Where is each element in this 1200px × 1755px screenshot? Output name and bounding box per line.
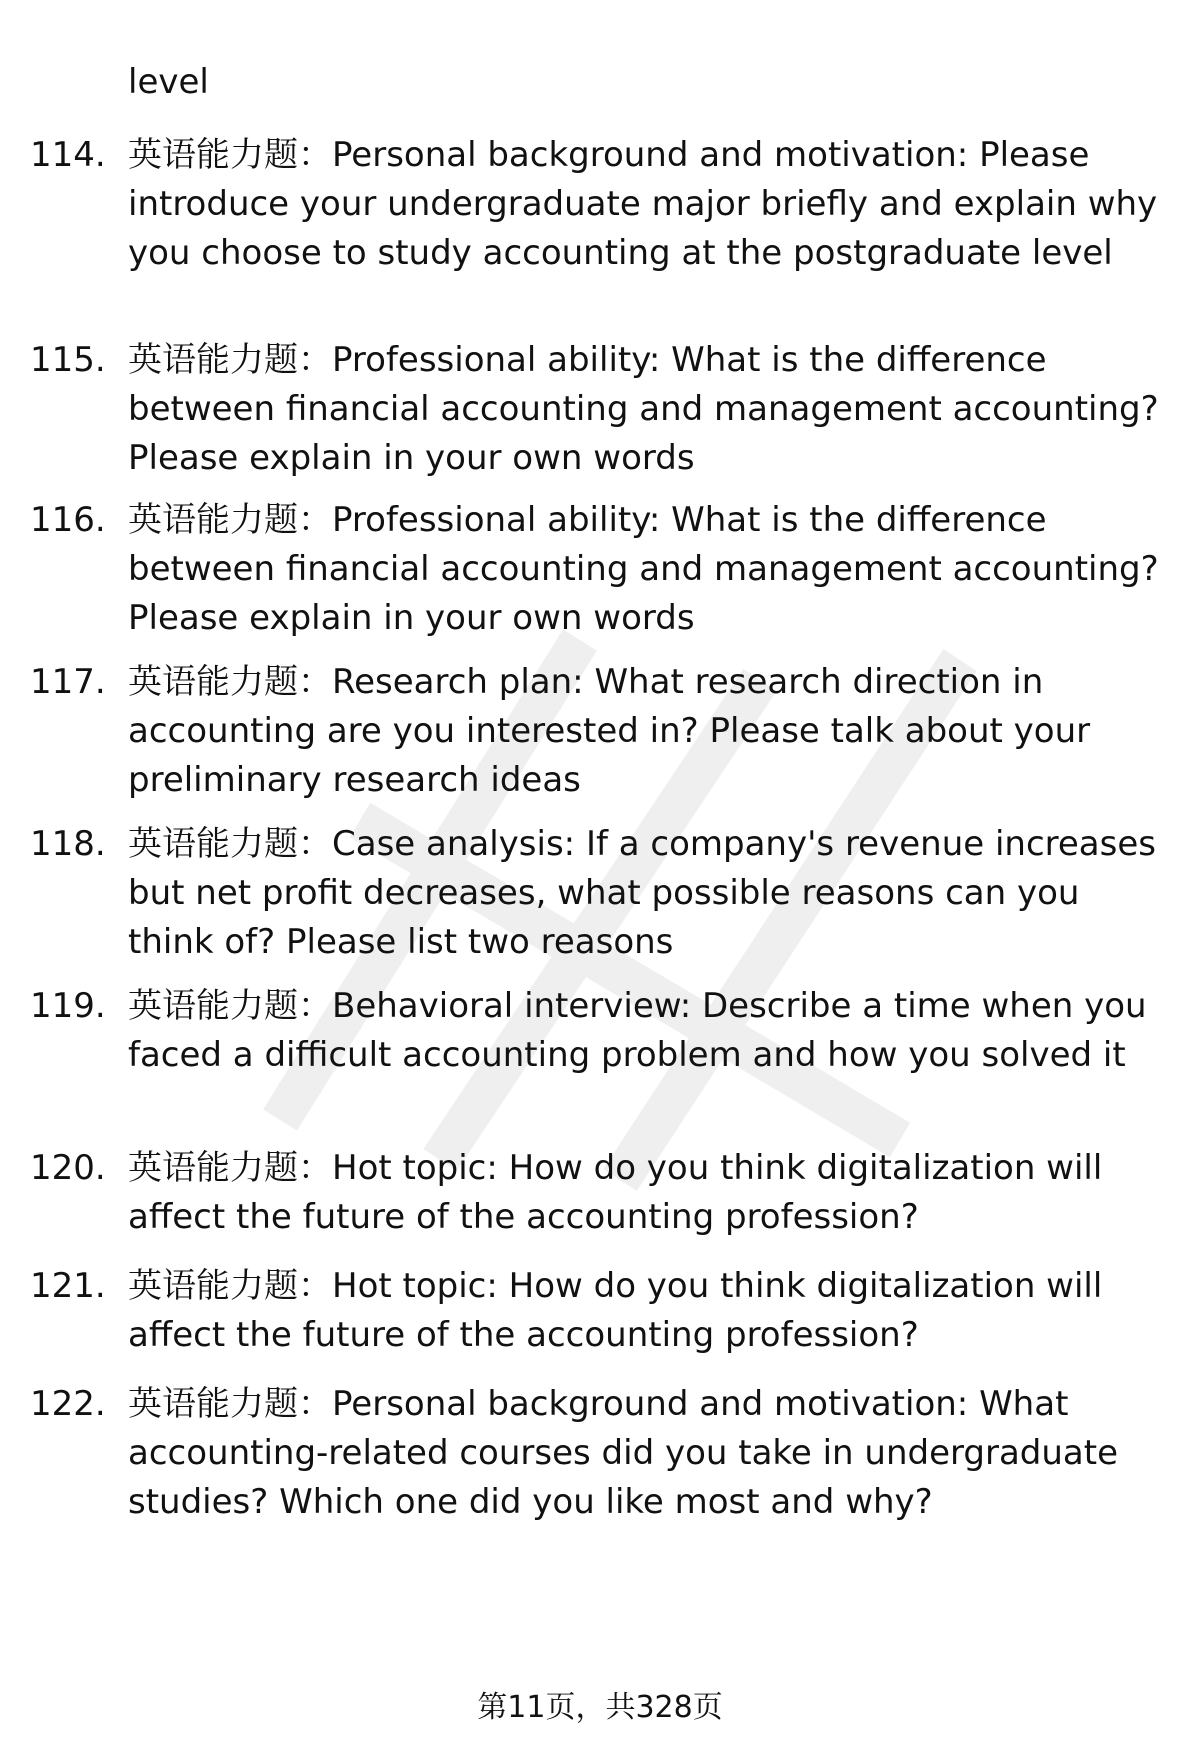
- question-text: [128, 1144, 1168, 1242]
- question-tag: 英语能力题：: [128, 986, 332, 1026]
- question-text: [128, 131, 1168, 278]
- question-number: 118.: [30, 824, 106, 864]
- question-tag: 英语能力题：: [128, 1148, 332, 1188]
- question-body: Hot topic: How do you think digitalization will affect the future of the accounting profession?: [128, 1148, 1103, 1237]
- question-item: [30, 1144, 1170, 1242]
- question-item: [30, 336, 1170, 483]
- question-tag: 英语能力题：: [128, 1266, 332, 1306]
- question-tag: 英语能力题：: [128, 500, 332, 540]
- question-body: Personal background and motivation: What accounting-related courses did you take in undergraduate studies? Which one did you like most and why?: [128, 1384, 1119, 1522]
- question-body: Professional ability: What is the difference between financial accounting and management accounting? Please explain in your own words: [128, 500, 1159, 638]
- question-text: [128, 658, 1168, 805]
- question-item: [30, 496, 1170, 643]
- question-number: 119.: [30, 986, 106, 1026]
- question-body: Research plan: What research direction in accounting are you interested in? Please talk about your preliminary research ideas: [128, 662, 1091, 800]
- question-number: 114.: [30, 135, 106, 175]
- question-tag: 英语能力题：: [128, 135, 332, 175]
- question-text: [128, 982, 1168, 1080]
- question-number: 116.: [30, 500, 106, 540]
- question-text: [128, 496, 1168, 643]
- question-body: Professional ability: What is the difference between financial accounting and management accounting? Please explain in your own words: [128, 340, 1159, 478]
- question-item: [30, 1262, 1170, 1360]
- question-item: [30, 131, 1170, 278]
- question-item: [30, 820, 1170, 967]
- question-body: Behavioral interview: Describe a time when you faced a difficult accounting problem and how you solved it: [128, 986, 1147, 1075]
- question-number: 115.: [30, 340, 106, 380]
- question-text: [128, 820, 1168, 967]
- question-body: Case analysis: If a company's revenue increases but net profit decreases, what possible reasons can you think of? Please list two reasons: [128, 824, 1156, 962]
- question-body: Personal background and motivation: Please introduce your undergraduate major briefly and explain why you choose to study accounting at the postgraduate level: [128, 135, 1158, 273]
- question-tag: 英语能力题：: [128, 340, 332, 380]
- question-tag: 英语能力题：: [128, 1384, 332, 1424]
- question-number: 120.: [30, 1148, 106, 1188]
- question-number: 121.: [30, 1266, 106, 1306]
- question-tag: 英语能力题：: [128, 824, 332, 864]
- question-number: 117.: [30, 662, 106, 702]
- question-body: Hot topic: How do you think digitalization will affect the future of the accounting profession?: [128, 1266, 1103, 1355]
- question-text: [128, 1380, 1168, 1527]
- page-footer: 第11页，共328页: [477, 1690, 723, 1725]
- question-item: [30, 982, 1170, 1080]
- question-text: [128, 1262, 1168, 1360]
- question-number: 122.: [30, 1384, 106, 1424]
- continued-text: level: [128, 62, 209, 102]
- question-tag: 英语能力题：: [128, 662, 332, 702]
- question-item: [30, 1380, 1170, 1527]
- question-item: [30, 658, 1170, 805]
- question-text: [128, 336, 1168, 483]
